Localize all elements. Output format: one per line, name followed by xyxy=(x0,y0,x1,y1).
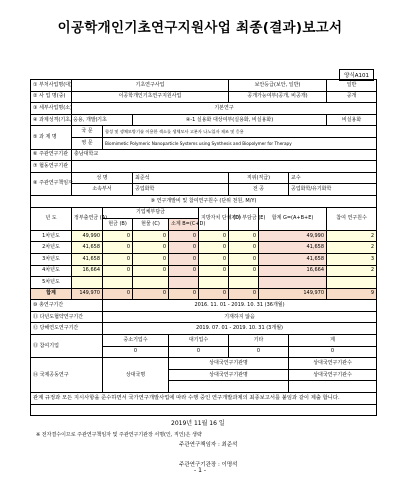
participants-header: 중소기업수 xyxy=(103,335,169,347)
budget-total: 49,990 xyxy=(259,230,327,242)
participants-value: 0 xyxy=(229,346,289,358)
budget-total-subtotal: 0 xyxy=(169,288,199,300)
researcher-major-value: 공업화학/유기화학 xyxy=(289,184,377,196)
project-name-value: 이공학개인기초연구지원사업 xyxy=(72,91,229,103)
total-period-value: 2016. 11. 01 - 2019. 10. 31 (36개월) xyxy=(103,300,377,312)
budget-col-other: 기타 부담금 (E) xyxy=(229,207,259,230)
host-institution-value: 충남대학교 xyxy=(72,149,377,161)
partner-institution-label: ⑦ 협동연구기관 xyxy=(31,161,72,173)
budget-researchers: 2 xyxy=(327,265,377,277)
budget-subtotal xyxy=(169,277,199,289)
collaboration-inst-name-header: 상대국연구기관명 xyxy=(169,358,289,370)
budget-other xyxy=(229,277,259,289)
budget-cash: 0 xyxy=(103,242,133,254)
budget-col-gov: 정부출연금 (A) xyxy=(72,207,103,230)
budget-total-other: 0 xyxy=(229,288,259,300)
participants-header: 대기업수 xyxy=(169,335,229,347)
task-name-label: ⑤ 과 제 명 xyxy=(31,126,72,149)
budget-col-cash: 현금 (B) xyxy=(103,219,133,231)
budget-col-subtotal: 소계 B=(C+D) xyxy=(169,219,199,231)
budget-year: 2차년도 xyxy=(31,242,72,254)
disclosure-value: 공개 xyxy=(327,91,377,103)
collaboration-inst-count-value xyxy=(289,381,377,393)
budget-total-researchers: 9 xyxy=(327,288,377,300)
budget-researchers: 2 xyxy=(327,230,377,242)
budget-row xyxy=(31,265,377,277)
budget-col-researchers: 참여 연구원수 xyxy=(327,207,377,230)
security-value: 일반 xyxy=(327,80,377,92)
budget-subtotal: 0 xyxy=(169,253,199,265)
participants-value: 0 xyxy=(169,346,229,358)
participants-value: 0 xyxy=(103,346,169,358)
budget-total-local: 0 xyxy=(199,288,229,300)
participants-header: 계 xyxy=(289,335,377,347)
budget-subtotal: 0 xyxy=(169,242,199,254)
participants-label: ⑬ 참여기업 xyxy=(31,335,103,358)
researcher-name-value: 최준석 xyxy=(133,172,229,184)
budget-cash: 0 xyxy=(103,265,133,277)
budget-other: 0 xyxy=(229,253,259,265)
program-name-label: ① 부처사업명(대) xyxy=(31,80,72,92)
researcher-position-value: 교수 xyxy=(289,172,377,184)
budget-row xyxy=(31,230,377,242)
budget-local: 0 xyxy=(199,265,229,277)
collaboration-inst-count-header: 상대국연구기관수 xyxy=(289,358,377,370)
budget-row xyxy=(31,242,377,254)
researcher-position-label: 직위(직급) xyxy=(229,172,289,184)
budget-col-year: 년 도 xyxy=(31,207,72,230)
budget-total-cash: 0 xyxy=(103,288,133,300)
budget-total-total: 149,970 xyxy=(259,288,327,300)
task-korean-label: 국 문 xyxy=(72,126,103,138)
budget-total-row xyxy=(31,288,377,300)
budget-researchers xyxy=(327,277,377,289)
multi-year-label: ⑪ 다년도협약연구기간 xyxy=(31,311,103,323)
page-number: - 1 - xyxy=(194,467,206,474)
budget-col-inkind: 현물 (C) xyxy=(133,219,169,231)
practical-use-value: 비실용화 xyxy=(327,114,377,126)
host-institution-label: ⑥ 주관연구기관 xyxy=(31,149,72,161)
signature-date: 2019년 11월 16 일 xyxy=(171,419,225,427)
researcher-label: ⑧ 주관연구책임자 xyxy=(31,172,72,195)
budget-gov: 49,990 xyxy=(72,230,103,242)
budget-gov: 41,658 xyxy=(72,253,103,265)
multi-year-value: 기재하지 않음 xyxy=(103,311,377,323)
detail-program-value: 기본연구 xyxy=(72,103,377,115)
current-year-value: 2019. 07. 01 - 2019. 10. 31 (3개월) xyxy=(103,323,377,335)
budget-cash: 0 xyxy=(103,253,133,265)
researcher-dept-value: 공업화학 xyxy=(133,184,229,196)
budget-local: 0 xyxy=(199,253,229,265)
budget-inkind: 0 xyxy=(133,265,169,277)
budget-researchers: 2 xyxy=(327,242,377,254)
participants-header: 기타 xyxy=(229,335,289,347)
research-type-label: ④ 과제성격(기초, 응용, 개발) xyxy=(31,114,72,126)
submission-statement: 관계 규정과 모든 지시사항을 준수하면서 국가연구개발사업에 따라 수행 중인 연구개발과제의 최종보고서를 붙임과 같이 제출 합니다. xyxy=(31,393,377,405)
budget-inkind xyxy=(133,277,169,289)
budget-col-total: 합계 G=(A+B+E) xyxy=(259,207,327,230)
budget-total: 41,658 xyxy=(259,253,327,265)
budget-subtotal: 0 xyxy=(169,230,199,242)
budget-local: 0 xyxy=(199,230,229,242)
budget-local xyxy=(199,277,229,289)
report-title: 이공학개인기초연구지원사업 최종(결과)보고서 xyxy=(57,20,343,36)
budget-col-local: 지방자치 단체 (D) xyxy=(199,207,229,230)
budget-local: 0 xyxy=(199,242,229,254)
signature-researcher: 주관연구책임자 : 최준석 xyxy=(179,441,238,448)
program-name-value: 기초연구사업 xyxy=(72,80,229,92)
project-name-label: ② 사 업 명(중) xyxy=(31,91,72,103)
budget-total-gov: 149,970 xyxy=(72,288,103,300)
collaboration-label: ⑭ 국제공동연구 xyxy=(31,358,103,393)
collaboration-inst-count-header-2: 상대국연구기관수 xyxy=(289,369,377,381)
budget-row xyxy=(31,277,377,289)
budget-row xyxy=(31,253,377,265)
participants-value: 0 xyxy=(289,346,377,358)
collaboration-country-header: 상대국명 xyxy=(103,358,169,393)
budget-gov: 16,664 xyxy=(72,265,103,277)
budget-total-year: 합계 xyxy=(31,288,72,300)
researcher-dept-label: 소속부서 xyxy=(72,184,133,196)
budget-inkind: 0 xyxy=(133,242,169,254)
task-english-label: 영 문 xyxy=(72,137,103,149)
collaboration-inst-name-value xyxy=(169,381,289,393)
budget-col-private-header: 기업체부담금 xyxy=(103,207,199,219)
task-english-value: Biomimetic Polymeric Nanoparticle Systems using Synthesis and Biopolymer for Therapy xyxy=(103,137,377,149)
budget-year: 3차년도 xyxy=(31,253,72,265)
research-type-value: 기초 xyxy=(72,114,133,126)
signature-institution: 주관연구기관장 : 이명석 xyxy=(179,461,238,468)
budget-cash: 0 xyxy=(103,230,133,242)
budget-year: 1차년도 xyxy=(31,230,72,242)
researcher-major-label: 전 공 xyxy=(229,184,289,196)
detail-program-label: ③ 세부사업명(소) xyxy=(31,103,72,115)
budget-total xyxy=(259,277,327,289)
budget-gov: 41,658 xyxy=(72,242,103,254)
budget-other: 0 xyxy=(229,265,259,277)
budget-total-inkind: 0 xyxy=(133,288,169,300)
collaboration-inst-name-header-2: 상대국연구기관명 xyxy=(169,369,289,381)
budget-cash xyxy=(103,277,133,289)
practical-use-label: ④-1 실용화 대상여부(실용화, 비실용화) xyxy=(133,114,327,126)
task-korean-value: 합성 및 생체모방기술 이용한 색소를 생체모사 고분자 나노입자 제조 및 응용 xyxy=(103,126,377,138)
security-label: 보안등급(보안, 일반) xyxy=(229,80,327,92)
footnote: ※ 전자결수이므로 주관연구책임자 및 주관연구기관장 서명(인, 직인)은 생략 xyxy=(36,432,202,438)
budget-gov xyxy=(72,277,103,289)
budget-inkind: 0 xyxy=(133,230,169,242)
current-year-label: ⑫ 당해연도연구기간 xyxy=(31,323,103,335)
budget-total: 16,664 xyxy=(259,265,327,277)
budget-researchers: 3 xyxy=(327,253,377,265)
budget-year: 5차년도 xyxy=(31,277,72,289)
budget-total: 41,658 xyxy=(259,242,327,254)
budget-other: 0 xyxy=(229,242,259,254)
budget-year: 4차년도 xyxy=(31,265,72,277)
total-period-label: ⑩ 총연구기간 xyxy=(31,300,103,312)
disclosure-label: 공개가능여부(공개, 비공개) xyxy=(229,91,327,103)
budget-inkind: 0 xyxy=(133,253,169,265)
partner-institution-value xyxy=(72,161,377,173)
researcher-name-label: 성 명 xyxy=(72,172,133,184)
form-id-badge: 양식A101 xyxy=(339,69,374,81)
budget-subtotal: 0 xyxy=(169,265,199,277)
budget-section-label: ⑨ 연구개발비 및 참여연구원수 (단위 천원, M/Y) xyxy=(31,195,377,207)
budget-other: 0 xyxy=(229,230,259,242)
